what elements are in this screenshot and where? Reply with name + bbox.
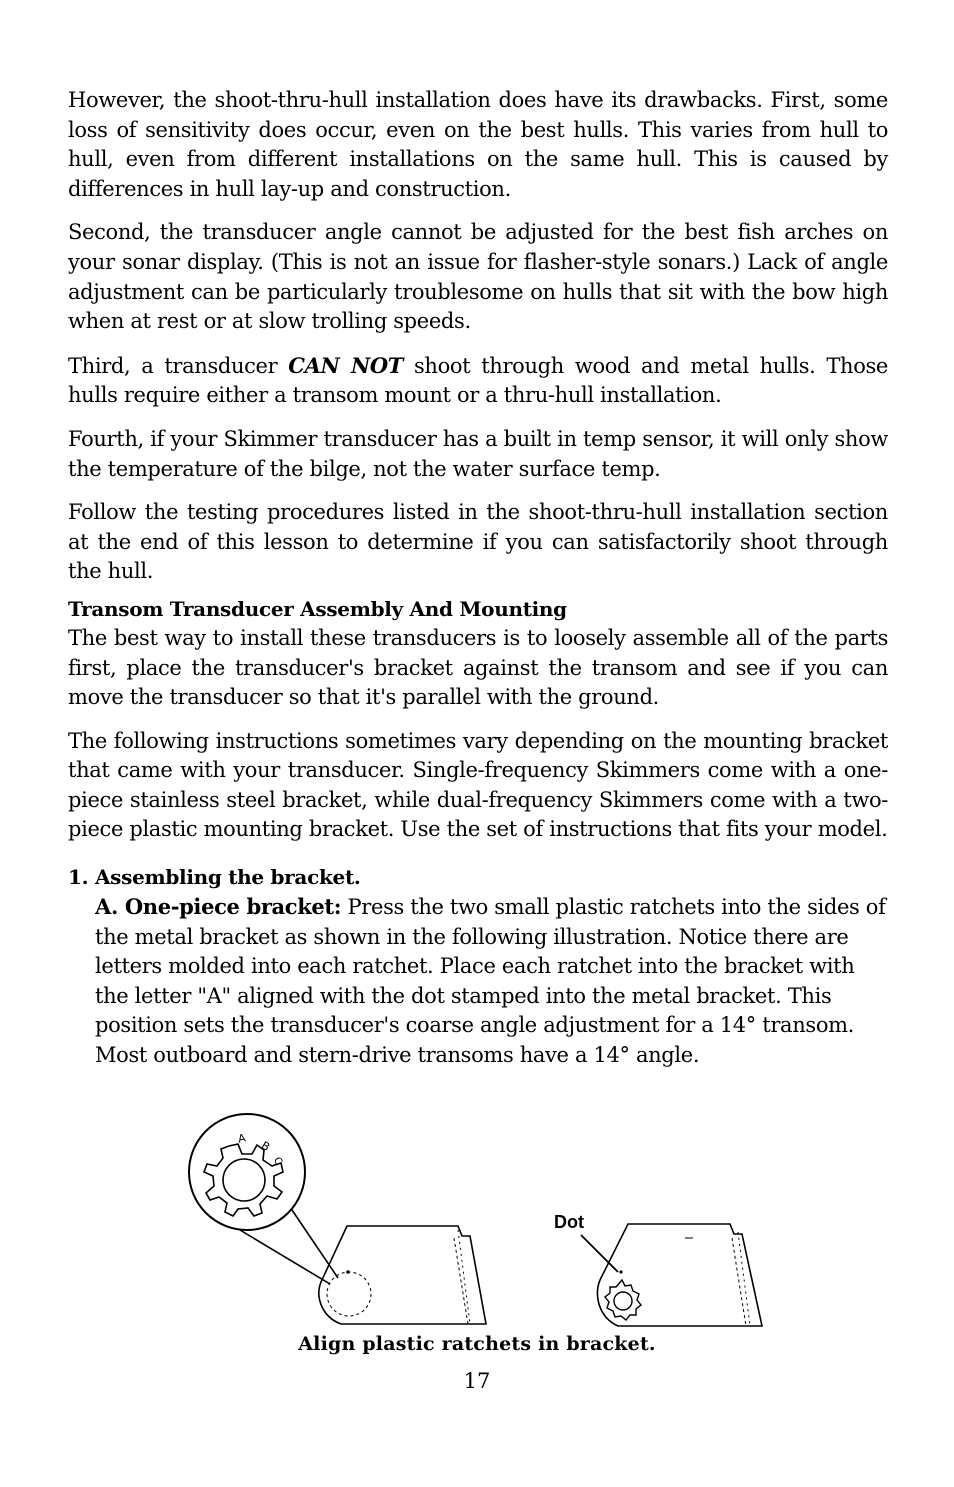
- emphasis-can-not: CAN NOT: [288, 352, 404, 378]
- figure-caption: Align plastic ratchets in bracket.: [298, 1333, 656, 1355]
- paragraph-wood-metal: [68, 351, 888, 411]
- paragraph-testing: Follow the testing procedures listed in the shoot-thru-hull installation section at the end of this lesson to determine if you can satisfactorily shoot through the hull.: [68, 500, 888, 584]
- paragraph-following: The following instructions sometimes vary depending on the mounting bracket that came with your transducer. Single-frequency Skimmers come with a one-piece stainless steel bracket, while dual-frequency Skimmers come with a two-piece plastic mounting bracket. Use the set of instructions that fits your model.: [68, 728, 888, 842]
- ratchet-letter-a: A: [237, 1131, 247, 1146]
- one-piece-bracket-right: [597, 1224, 762, 1326]
- ratchet-letter-b: B: [259, 1138, 273, 1154]
- page-number: 17: [463, 1369, 491, 1393]
- one-piece-bracket-left: [319, 1226, 486, 1324]
- substep-text: Press the two small plastic ratchets into the sides of the metal bracket as shown in the following illustration. Notice there are letters molded into each ratchet. Place each ratchet into the bracket with the letter "A" aligned with the dot stamped into the metal bracket. This position sets the transducer's coarse angle adjustment for a 14° transom. Most outboard and stern-drive transoms have a 14° angle.: [95, 895, 886, 1068]
- substep-label: A. One-piece bracket:: [95, 894, 342, 920]
- paragraph-text: Third, a transducer: [68, 353, 289, 378]
- paragraph-temp-sensor: Fourth, if your Skimmer transducer has a built in temp sensor, it will only show the temperature of the bilge, not the water surface temp.: [68, 426, 888, 481]
- ratchet-zoom-circle: [189, 1114, 338, 1284]
- paragraph-text: shoot through wood and metal hulls. Those hulls require either a transom mount or a thru-hull installation.: [68, 353, 889, 408]
- paragraph-best-way: The best way to install these transducers is to loosely assemble all of the parts first, place the transducer's bracket against the transom and see if you can move the transducer so that it's parallel with the ground.: [68, 625, 888, 710]
- ratchet-gear-icon: [204, 1144, 283, 1216]
- dot-label: Dot: [554, 1212, 584, 1232]
- ratchet-letter-c: C: [270, 1155, 284, 1168]
- small-ratchet-gear-icon: [605, 1280, 641, 1320]
- page-content: [68, 86, 888, 1071]
- section-heading: Transom Transducer Assembly And Mounting: [68, 596, 567, 621]
- paragraph-drawbacks: However, the shoot-thru-hull installation does have its drawbacks. First, some loss of sensitivity does occur, even on the best hulls. This varies from hull to hull, even from different installations on the same hull. This is caused by differences in hull lay-up and construction.: [68, 88, 888, 201]
- step-heading: 1. Assembling the bracket.: [68, 865, 361, 890]
- bracket-illustration: [180, 1112, 780, 1337]
- paragraph-angle: Second, the transducer angle cannot be adjusted for the best fish arches on your sonar display. (This is not an issue for flasher-style sonars.) Lack of angle adjustment can be particularly troublesome on hulls that sit with the bow high when at rest or at slow trolling speeds.: [68, 220, 888, 334]
- step-substep: [95, 892, 888, 1071]
